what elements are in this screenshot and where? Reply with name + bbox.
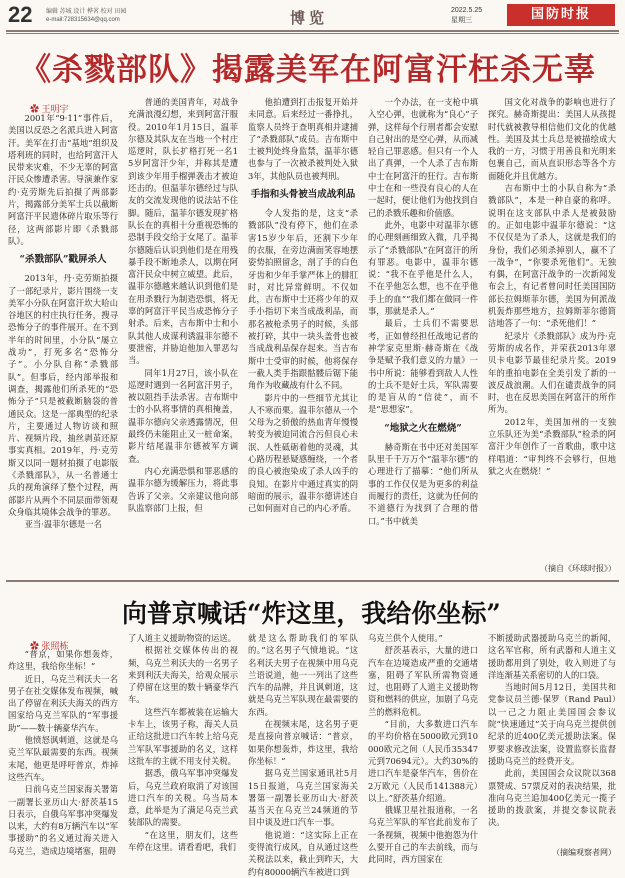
author-icon: ✿	[30, 104, 42, 114]
paragraph: 了人道主义援助物资的运送。	[128, 633, 236, 643]
page-number: 22	[8, 2, 33, 27]
paragraph: 此前，美国国会众议院以368票赞成、57票反对的表决结果，批准向乌克兰追加400亿美元一揽子援助的拨款案，并提交参议院表决。	[488, 768, 616, 828]
article2-author-name: 张照栋	[41, 641, 69, 651]
article2-column-4	[368, 632, 478, 865]
paragraph: 近日，乌克兰利沃夫一名男子在社交媒体发布视频，喊出了停留在利沃夫海关的西方国家给乌克兰军队的“军事援助”——数十辆豪华汽车。	[8, 673, 118, 733]
paragraph: 据乌克兰国家通讯社5月15日报道，乌克兰国家海关署第一副署长亚历山大·舒茨基当天在乌克兰24频道的节目中谈及进口汽车一事。	[248, 768, 358, 828]
weekday-text: 星期三	[451, 17, 472, 24]
header-rule	[6, 30, 619, 32]
staff-line: 编辑 苏城 设计 桦茗 校对 田园	[46, 9, 127, 15]
paragraph: 普通的美国青年，对战争充满浪漫幻想，来到阿富汗服役。2010年1月15日，温菲尔德及其队友在当地一个村庄巡逻时，队长扩格打死一名15岁阿富汗少年，并称其是遭到该少年用手榴弹袭击才被迫还击的。但温菲尔德经过与队友的交流发现他的说法站不住脚。随后，温菲尔德发现扩格队长在的真相十分重视恐怖的恐制手段交给于女尾了。温菲尔德随后认识到他们是在用残暴手段不断地杀人，以期在阿富汗民众中树立威望。此后，温菲尔德越来越认识到他们是在用杀戮行为制造恐惧，将无辜的阿富汗平民当成恐怖分子射杀。后来，吉布斯中士和小队其他人成谋利诱温菲尔德不要泄密，并胁迫他加入罪恶勾当。	[128, 97, 238, 366]
article1-author-name: 王明宇	[41, 104, 69, 114]
article-separator	[6, 580, 619, 582]
paragraph: 同年1月27日，该小队在巡逻时遇到一名阿富汗男子，被以阻挡手法杀害。吉布斯中士的小队将事情的真相掩盖，温菲尔德向父亲透露情况，但最终仍未能阻止又一桩命案，影片结尾温菲尔德被军方调查。	[128, 367, 238, 464]
paragraph: 他拍遭到打击报复开始并未同意。后来经过一番挣扎，监察人员终于查明真相并逮捕了“杀戮部队”成员。吉布斯中士被判处终身监禁，温菲尔德也参与了一次被杀被判处入狱3年，其他队员也被判刑。	[248, 97, 358, 181]
paragraph: 乌克兰供个人使用。”	[368, 633, 443, 643]
article1-headline: 《杀戮部队》揭露美军在阿富汗枉杀无辜	[20, 52, 596, 88]
paragraph: “在这里，朋友们，这些车停在这里。请看看吧，我们	[128, 829, 238, 853]
article1-column-5	[488, 96, 616, 562]
paragraph: 根据社交媒体传出的视频，乌克兰利沃夫的一名男子来到利沃夫海关，给观众展示了停留在这里的数十辆豪华汽车。	[128, 645, 238, 705]
article1-credit: （摘自《环球时报》）	[540, 564, 616, 573]
paragraph: 2012年，美国加州的一支独立乐队还为美“杀戮部队”检杀的阿富汗少年创作了一首歌曲，歌中这样唱道：“审判终不会够行，但地狱之火在燃烧！”	[488, 416, 616, 476]
paragraph: 吉布斯中士的小队自称为“杀戮部队”，本是一种自豪的称呼。说明在这支部队中杀人是被鼓励的。正如电影中温菲尔德说：“这不仅仅是为了杀人，这就是我们的身份，我们必须杀掉别人，赢不了一战争”，“你要杀死他们”。无独有偶，在阿富汗战争的一次新闻发布会上，有记者曾问时任美国国防部长拉姆斯菲尔德，美国为何派战机轰炸那些地方，拉姆斯菲尔德简洁地答了一句：“杀死他们！”	[488, 183, 616, 329]
date-text: 2022.5.25	[451, 7, 483, 14]
paragraph: 2013年，丹·克劳斯拍摄了一部纪录片，影片围绕一支美军小分队在阿富汗坎大哈山谷地区的村庄执行任务，搜寻恐怖分子的事件展开。在不到半年的时间里，小分队“屡立战功”，打死多名“恐怖分子”。小分队自称“杀戮部队”。但事后，经内部举报和调查，揭露他们所杀死的“恐怖分子”只是被截断脑袋的普通民众。这是一部典型的纪录片，主要通过人物访谈和照片、视频片段，抽丝剥茧还原事实真相。2019年，丹·克劳斯又以同一题材拍摄了电影版《杀戮部队》，从一名普通士兵的视角演绎了整个过程，两部影片从两个不同层面带领观众身临其境体会战争的罪恶。	[8, 273, 118, 517]
paragraph: 他愤怒讽刺道，这就是乌克兰军队最需要的东西。视频末尾，他更是呼吁普京，炸掉这些汽车。	[8, 735, 118, 782]
paragraph: “目前，大多数进口汽车的平均价格在5000欧元到10000欧元之间（人民币35347元到70694元）。大约30%的进口汽车是豪华汽车，售价在2万欧元（人民币141388元）以上。”舒茨基介绍道。	[368, 719, 478, 803]
paragraph: 就是这么帮助我们的军队的。”这名男子气愤地说。“这名利沃夫男子在视频中用乌克兰语说道，他一一列出了这些汽车的品牌，并且讽刺道，这就是乌克兰军队现在最需要的东西。	[248, 633, 358, 717]
paragraph: 一个办法，在一支枪中填入空心弹，也就称为“良心”子弹，这样每个行刑者都会安慰自己射出的是空心弹，从而减轻自己罪恶感。但只有一个人出了真弹，一个人杀了吉布斯中士在阿富汗的狂行。吉布斯中士在和一些没有良心的人在一起时，便让他们为他找到自己的杀戮乐趣和价值感。	[368, 97, 478, 218]
article1-column-4	[368, 96, 478, 574]
paragraph: 纪录片《杀戮部队》成为丹·克劳斯的成名作，并荣获2013年翠贝卡电影节最佳纪录片奖。2019年的重拍电影在全美引发了新的一波反战浪潮。人们在谴责战争的同时，也在反思美国在阿富汗的所作所为。	[488, 330, 616, 415]
article2-column-3	[248, 632, 358, 877]
paragraph: 2001年“9·11”事件后，美国以反恐之名派兵进入阿富汗。美军在打击“基地”组织及塔利班的同时，也给阿富汗人民带来灾难，不少无辜的阿富汗民众惨遭杀害。导演兼作家约·克劳斯先后拍摄了两部影片，揭露部分美军士兵以截断阿富汗平民遗体碎片取乐等行径，这两部影片即《杀戮部队》。	[8, 113, 118, 246]
subheading: “地狱之火在燃烧”	[384, 422, 462, 434]
paragraph: 俄媒卫星社报道称，一名乌克兰军队的军官此前发布了一条视频，视频中他抱怨为什么要开自己的车去前线，而与此同时，西方国家在	[368, 805, 478, 865]
paragraph: 令人发指的是，这支“杀戮部队”没有停下，他们在杀害15岁少年后，还割下少年的衣服，在旁边满面笑容地摆姿势拍照留念，剖了手的白色牙齿和少年手掌严体上的腓肛时，对比异常鲜明。不仅如此，吉布斯中士还将少年的双手小指切下来当成战利品，而那名被枪杀男子的时候，头部被打碎，其中一块头盖骨也被当成战利品保存起来。当吉布斯中士受审的时候，他将保存一截人类手指跟骷髅后锯下能角作为收藏战有什么不同。	[248, 208, 358, 391]
article1-column-1	[8, 112, 118, 574]
author-icon: ✿	[30, 641, 42, 651]
paragraph: 据悉，俄乌军事冲突爆发后，乌克兰政府取消了对该国进口汽车的关税。乌当局本意，此举是为了满足乌克兰武装部队的需要。	[128, 768, 238, 828]
article2-headline: 向普京喊话“炸这里，我给你坐标”	[122, 599, 501, 628]
staff-credits	[46, 8, 126, 24]
paragraph: 亚当·温菲尔德是一名	[24, 519, 102, 530]
issue-date	[451, 6, 482, 26]
paragraph: 日前乌克兰国家海关署第一副署长亚历山大·舒茨基15日表示，自俄乌军事冲突爆发以来，大约有8万辆汽车以“军事援助”的名义通过海关进入乌克兰，造成边境堵塞，阻碍	[8, 784, 118, 856]
paragraph: 在视频末尾，这名男子更是直接向普京喊话：“普京，如果你想轰炸，炸这里，我给你坐标！”	[248, 719, 358, 766]
paragraph: 舒茨基表示，大量的进口汽车在边境造成严重的交通堵塞，阻碍了军队所需物资通过，也阻碍了人道主义援助物资和燃料的供应，加剧了乌克兰的燃料危机。	[368, 645, 478, 717]
paragraph: 内心充满恐惧和罪恶感的温菲尔德为缓解压力，将此事告诉了父亲。父亲建议他向部队监察部门上报，但	[128, 465, 238, 513]
paragraph: 此外，电影中对温菲尔德的心理刻画细致入微，几乎揭示了“杀戮部队”在阿富汗的所有罪恶。电影中，温菲尔德说：“我不在乎他是什么人，不在乎他怎么想，也不在乎他手上的血”“我们都在做同一件事，那就是杀人。”	[368, 219, 478, 317]
article1-column-2	[128, 96, 238, 574]
paragraph: 最后，士兵们不需要思考，正如曾经担任战地记者的神学家克里斯·赫奇斯在《战争是赋予我们意义的力量》一书中所说：能够看到敌人人性的士兵不是好士兵，军队需要的是盲从的“信徒”，而不是“思想家”。	[368, 318, 478, 415]
paragraph: 赫奇斯在书中还对美国军队里千千万万个“温菲尔德”的心理进行了描摹：“他们所从事的工作仅仅是为更多的利益而履行的责任，这就为任何的不道德行为找到了合理的借口。”书中就美	[368, 441, 478, 526]
subheading: 手指和头骨被当成战利品	[250, 189, 356, 201]
paragraph: 国文化对战争的影响也进行了探究。赫奇斯提出：美国人从孩提时代就被教导相信他们文化的优越性。美国及其士兵总是被描绘成大我的一方，习惯于用善良和光明来包裹自己，而从直识形态等各个方面随化并且优越方。	[488, 97, 616, 181]
paragraph: 当地时间5月12日，美国共和党参议员兰德·保罗（Rand Paul）以一己之力阻止美国国会参议院“快速通过”关于向乌克兰提供创纪录的近400亿美元援助法案。保罗要求修改法案，设置监察长监督援助乌克兰的经费开支。	[488, 682, 616, 766]
staff-email: e-mail:728315634@qq.com	[46, 17, 120, 23]
section-title: 博览	[290, 9, 329, 27]
paragraph: 不断援助武器援助乌克兰的新闻，这名军官称，所有武器和人道主义援助都用到了别处，收入则进了与洋连渐基关系密切的人的口袋。	[488, 633, 616, 680]
article2-column-5	[488, 632, 616, 846]
article2-column-1	[8, 648, 118, 860]
paragraph: 他说道：“这实际上正在变得流行成风，自从通过这些关税法以来，截止到昨天，大约有80000辆汽车被进口到	[248, 829, 358, 877]
subheading: “杀戮部队”戳屏杀人	[19, 254, 107, 266]
header-rule-thin	[6, 33, 619, 34]
paragraph: “普京，如果你想轰炸，炸这里，我给你坐标！”	[8, 649, 118, 672]
paragraph: 这些汽车都被装在运输大卡车上，该男子称，海关人员正给这批进口汽车转上给乌克兰军队军事援助的名义，这样这批车的主就不用支付关税。	[128, 706, 238, 766]
paragraph: 影片中的一些细节尤其让人不寒而栗。温菲尔德从一个父母为之骄傲的热血青年慢慢转变为被迫同流合污但良心未泯、人性砥砺着他的灵魂，其心路历程悬疑感缠绕，一个者的良心被泡染成了杀人凶手的良知。在影片中通过真实的阴暗面的展示，温菲尔德讲述自己如何面对自己的内心矛盾。	[248, 392, 358, 514]
article2-column-2	[128, 632, 238, 860]
newspaper-logo: 国防时报	[507, 4, 615, 26]
article1-column-3	[248, 96, 358, 574]
article2-credit: （摘编观察者网）	[552, 848, 616, 857]
